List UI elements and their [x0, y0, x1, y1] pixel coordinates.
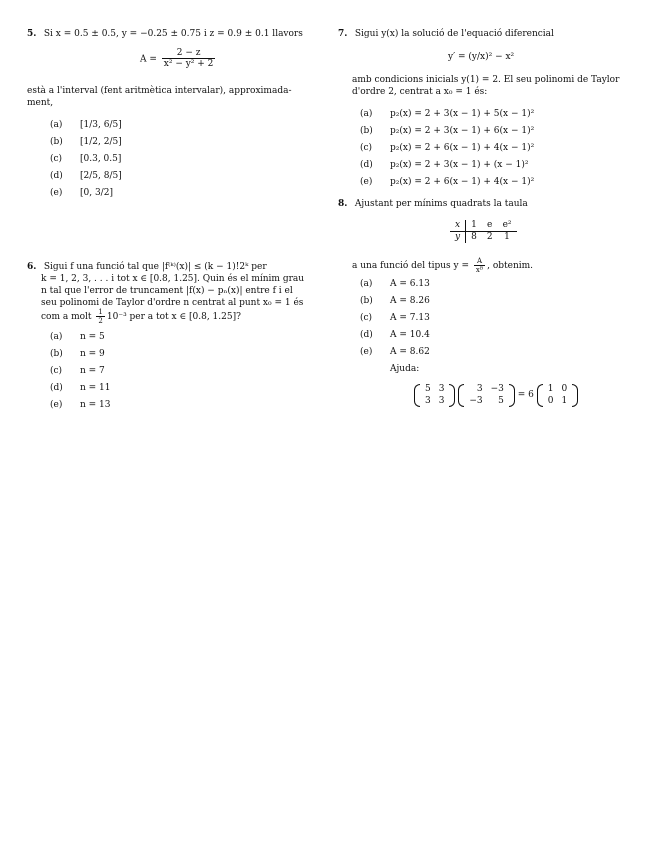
matrix-middle: 3 −3 −3 5 [458, 384, 515, 407]
answer-option-d[interactable]: (d) n = 11 [50, 383, 111, 393]
data-table [450, 220, 517, 243]
matrix-left: 5 3 3 3 [414, 384, 455, 407]
question-text: seu polinomi de Taylor d'ordre n centrat al punt x₀ = 1 és [41, 298, 304, 308]
fraction-A-over-xB: $\frac{A}{\text{xᴮ}}$ [475, 257, 484, 275]
question-number: 8. [338, 199, 348, 209]
question-number: 7. [338, 29, 348, 39]
answer-option-a[interactable]: (a) p₂(x) = 2 + 3(x − 1) + 5(x − 1)² [360, 109, 535, 119]
table-header-x: x [450, 220, 466, 231]
hint-label: Ajuda: [390, 364, 420, 374]
table-cell: 8 [471, 231, 477, 242]
question-text: k = 1, 2, 3, . . . i tot x ∈ [0.8, 1.25]. Quin és el mínim grau [41, 274, 305, 284]
answer-option-c[interactable]: (c) n = 7 [50, 366, 105, 376]
question-text: a una funció del tipus y = [352, 261, 470, 272]
hint-matrix-equation [414, 384, 578, 407]
question-number: 5. [27, 29, 37, 39]
question-number: 6. [27, 262, 37, 272]
question-intro: Sigui y(x) la solució de l'equació diferencial [354, 29, 554, 39]
answer-option-b[interactable]: (b) [1/2, 2/5] [50, 137, 122, 147]
answer-option-e[interactable]: (e) p₂(x) = 2 + 6(x − 1) + 4(x − 1)² [360, 177, 535, 187]
table-cell: e [482, 220, 498, 231]
answer-option-b[interactable]: (b) A = 8.26 [360, 296, 430, 306]
answer-option-d[interactable]: (d) [2/5, 8/5] [50, 171, 122, 181]
table-cell: e² [498, 220, 517, 231]
question-text: 10⁻³ per a tot x ∈ [0.8, 1.25]? [106, 312, 241, 323]
question-intro: Ajustant per mínims quadrats la taula [354, 199, 528, 209]
answer-option-b[interactable]: (b) p₂(x) = 2 + 3(x − 1) + 6(x − 1)² [360, 126, 535, 136]
table-header-y: y [450, 231, 466, 242]
equals-six: = 6 [517, 389, 534, 400]
answer-option-a[interactable]: (a) [1/3, 6/5] [50, 120, 122, 130]
answer-option-e[interactable]: (e) n = 13 [50, 400, 111, 410]
question-text: Sigui f una funció tal que |f⁽ᵏ⁾(x)| ≤ (k − 1)!2ᵏ per [43, 262, 267, 272]
answer-option-c[interactable]: (c) [0.3, 0.5] [50, 154, 122, 164]
question-text: amb condicions inicials y(1) = 2. El seu polinomi de Taylor [352, 75, 620, 85]
question-text: n tal que l'error de truncament |f(x) − pₙ(x)| entre f i el [41, 286, 293, 296]
question-text: d'ordre 2, centrat a x₀ = 1 és: [352, 87, 488, 97]
answer-option-a[interactable]: (a) n = 5 [50, 332, 105, 342]
answer-option-d[interactable]: (d) p₂(x) = 2 + 3(x − 1) + (x − 1)² [360, 160, 529, 170]
question-text: , obtenim. [487, 261, 534, 272]
answer-option-a[interactable]: (a) A = 6.13 [360, 279, 430, 289]
answer-option-c[interactable]: (c) p₂(x) = 2 + 6(x − 1) + 4(x − 1)² [360, 143, 535, 153]
question-text: ment, [27, 98, 54, 108]
answer-option-b[interactable]: (b) n = 9 [50, 349, 105, 359]
answer-option-e[interactable]: (e) A = 8.62 [360, 347, 430, 357]
answer-option-d[interactable]: (d) A = 10.4 [360, 330, 430, 340]
table-cell: 1 [466, 220, 482, 231]
matrix-identity: 1 0 0 1 [537, 384, 578, 407]
question-text: està a l'interval (fent aritmètica intervalar), approximada- [27, 86, 292, 96]
table-cell: 1 [504, 231, 510, 242]
answer-option-e[interactable]: (e) [0, 3/2] [50, 188, 113, 198]
question-intro: Si x = 0.5 ± 0.5, y = −0.25 ± 0.75 i z = 0.9 ± 0.1 llavors [43, 29, 303, 39]
answer-option-c[interactable]: (c) A = 7.13 [360, 313, 430, 323]
question-text: com a molt [41, 312, 92, 323]
fraction-one-half: $\frac{1}{2}$ [98, 308, 103, 326]
table-cell: 2 [486, 231, 493, 242]
differential-equation: y′ = (y/x)² − x² [448, 52, 515, 62]
formula-A: A = $\frac{2 - z}{\text{x² − y² + 2}}$ [140, 48, 214, 70]
